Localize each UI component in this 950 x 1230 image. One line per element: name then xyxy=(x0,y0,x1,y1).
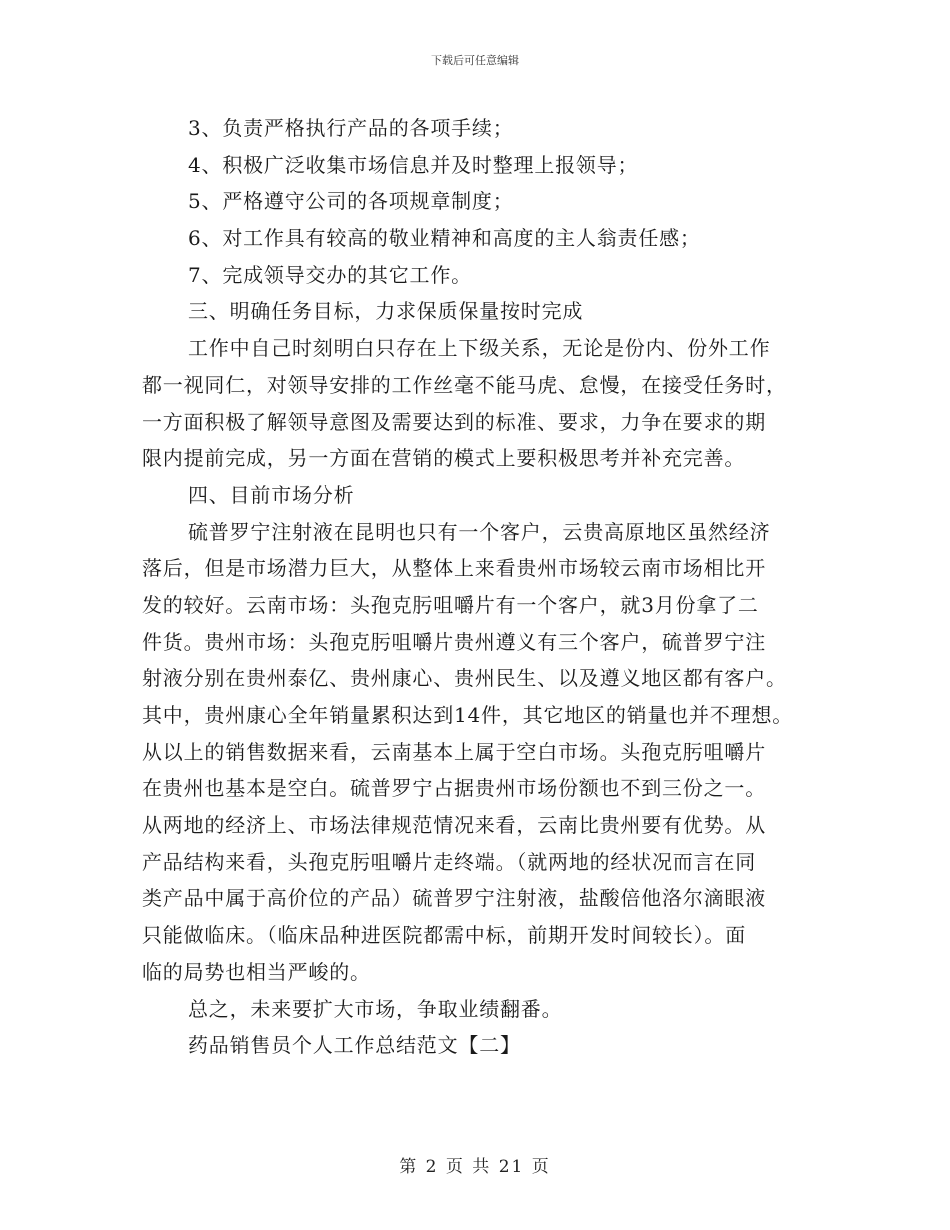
text-line: 落后，但是市场潜力巨大，从整体上来看贵州市场较云南市场相比开 xyxy=(142,556,766,581)
text-line: 件货。贵州市场：头孢克肟咀嚼片贵州遵义有三个客户，硫普罗宁注 xyxy=(142,629,766,654)
text-line: 总之，未来要扩大市场，争取业绩翻番。 xyxy=(188,996,563,1021)
page-number: 第 2 页 共 21 页 xyxy=(399,1157,551,1177)
document-body xyxy=(142,110,812,1064)
text-line: 限内提前完成，另一方面在营销的模式上要积极思考并补充完善。 xyxy=(142,446,746,471)
text-line: 都一视同仁，对领导安排的工作丝毫不能马虎、怠慢，在接受任务时， xyxy=(142,372,787,397)
text-line: 7、完成领导交办的其它工作。 xyxy=(188,262,472,287)
text-line: 硫普罗宁注射液在昆明也只有一个客户，云贵高原地区虽然经济 xyxy=(188,519,771,544)
text-line: 类产品中属于高价位的产品）硫普罗宁注射液，盐酸倍他洛尔滴眼液 xyxy=(142,886,766,911)
text-line: 射液分别在贵州泰亿、贵州康心、贵州民生、以及遵义地区都有客户。 xyxy=(142,666,787,691)
text-line: 在贵州也基本是空白。硫普罗宁占据贵州市场份额也不到三份之一。 xyxy=(142,776,766,801)
text-line: 3、负责严格执行产品的各项手续； xyxy=(188,116,514,140)
text-line: 5、严格遵守公司的各项规章制度； xyxy=(188,189,514,214)
text-line: 从以上的销售数据来看，云南基本上属于空白市场。头孢克肟咀嚼片 xyxy=(142,739,766,764)
text-line: 6、对工作具有较高的敬业精神和高度的主人翁责任感； xyxy=(188,226,701,251)
text-line: 一方面积极了解领导意图及需要达到的标准、要求，力争在要求的期 xyxy=(142,409,766,434)
header-note: 下载后可任意编辑 xyxy=(431,54,519,67)
text-line: 从两地的经济上、市场法律规范情况来看，云南比贵州要有优势。从 xyxy=(142,813,766,838)
text-line: 其中，贵州康心全年销量累积达到14件，其它地区的销量也并不理想。 xyxy=(142,703,794,727)
text-line: 4、积极广泛收集市场信息并及时整理上报领导； xyxy=(188,152,639,177)
section-heading: 药品销售员个人工作总结范文【二】 xyxy=(188,1033,521,1058)
text-line: 临的局势也相当严峻的。 xyxy=(142,959,371,984)
text-line: 工作中自己时刻明白只存在上下级关系，无论是份内、份外工作 xyxy=(188,336,771,361)
text-line: 发的较好。云南市场：头孢克肟咀嚼片有一个客户，就3月份拿了二 xyxy=(142,592,759,617)
text-line: 产品结构来看，头孢克肟咀嚼片走终端。（就两地的经状况而言在同 xyxy=(142,849,756,874)
section-heading: 三、明确任务目标，力求保质保量按时完成 xyxy=(188,299,584,324)
section-heading: 四、目前市场分析 xyxy=(188,482,355,507)
text-line: 只能做临床。（临床品种进医院都需中标，前期开发时间较长）。面 xyxy=(142,923,746,948)
